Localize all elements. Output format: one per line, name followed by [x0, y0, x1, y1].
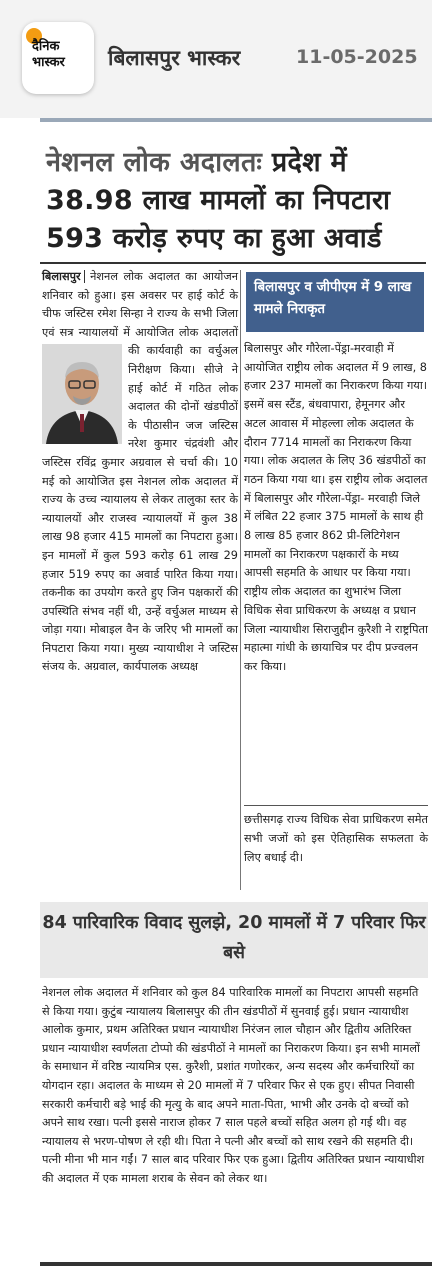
side-story-rule — [244, 805, 428, 806]
sub-headline: 84 पारिवारिक विवाद सुलझे, 20 मामलों में 7 परिवार फिर बसे — [42, 913, 426, 963]
headline-rule — [40, 262, 426, 264]
logo-line-1: दैनिक — [32, 39, 60, 54]
side-story: बिलासपुर और गौरेला-पेंड्रा-मरवाही में आयोजित राष्ट्रीय लोक अदालत में 9 लाख, 8 हजार 237 मामलों का निराकरण किया गया। इसमें बस स्टैंड, बंधवापारा, हेमूनगर और अटल आवास में मोहल्ला लोक अदालत के दौरान 7714 मामलों का निराकरण किया गया। लोक अदालत के लिए 36 खंडपीठों का गठन किया गया था। इस राष्ट्रीय लोक अदालत में बिलासपुर और गौरेला-पेंड्रा- मरवाही जिले में लंबित 22 हजार 375 मामलों के साथ ही 8 लाख 85 हजार 862 प्री-लिटिगेशन मामलों का निराकरण पक्षकारों के मध्य आपसी सहमति के आधार पर किया गया। राष्ट्रीय लोक अदालत का शुभारंभ जिला विधिक सेवा प्राधिकरण के अध्यक्ष व प्रधान जिला न्यायाधीश सिराजुद्दीन कुरैशी ने राष्ट्रपिता महात्मा गांधी के छायाचित्र पर दीप प्रज्वलन कर किया। — [244, 342, 428, 673]
main-story-continuation: छत्तीसगढ़ राज्य विधिक सेवा प्राधिकरण समेत सभी जजों को इस ऐतिहासिक सफलता के लिए बधाई दी। — [244, 813, 428, 864]
column-divider — [240, 270, 241, 890]
person-photo-icon — [42, 344, 122, 444]
judge-photo — [42, 344, 122, 444]
page-bottom-rule — [40, 1262, 432, 1266]
header-divider — [40, 118, 432, 122]
headline-text: प्रदेश में 38.98 लाख मामलों का निपटारा 593 करोड़ रुपए का हुआ अवार्ड — [46, 147, 391, 254]
main-story — [42, 268, 238, 677]
publication-date: 11-05-2025 — [296, 46, 418, 68]
story-text-intro: नेशनल लोक अदालत का आयोजन शनिवार को हुआ। इस अवसर पर हाई कोर्ट के चीफ जस्टिस रमेश सिन्हा ने राज्य के सभी जिला एवं सत्र न्यायालयों में आयोजित लोक अदालतों की — [42, 270, 238, 358]
story-text-body: कार्यवाही का वर्चुअल निरीक्षण किया। सीजे ने हाई कोर्ट में गठित लोक अदालत की दोनों खंडपीठों के पीठासीन जज जस्टिस नरेश कुमार चंद्रवंशी और जस्टिस रविंद्र कुमार अग्रवाल से चर्चा की। 10 मई को आयोजित इस नेशनल लोक अदालत में राज्य के उच्च न्यायालय से लेकर तालुका स्तर के न्यायालयों और राजस्व न्यायालयों में कुल 38 लाख 98 हजार 415 मामलों का निपटारा हुआ। इन मामलों में कुल 593 करोड़ 61 लाख 29 हजार 519 रुपए का अवार्ड पारित किया गया। तकनीक का उपयोग करते हुए जिन पक्षकारों की उपस्थिति संभव नहीं थी, उन्हें वर्चुअल माध्यम से जोड़ा गया। मोबाइल वैन के जरिए भी मामलों का निपटारा किया गया। मुख्य न्यायाधीश ने जस्टिस संजय के. अग्रवाल, कार्यपालक अध्यक्ष — [42, 344, 238, 674]
headline-lead: नेशनल लोक अदालतः — [46, 147, 263, 178]
logo-line-2: भास्कर — [32, 55, 65, 70]
main-headline — [46, 144, 426, 258]
side-story-heading: बिलासपुर व जीपीएम में 9 लाख मामले निराकृत — [246, 272, 424, 332]
publication-name: बिलासपुर भास्कर — [108, 46, 241, 70]
family-court-story: नेशनल लोक अदालत में शनिवार को कुल 84 पारिवारिक मामलों का निपटारा आपसी सहमति से किया गया। कुटुंब न्यायालय बिलासपुर की तीन खंडपीठों में सुनवाई हुई। प्रधान न्यायाधीश आलोक कुमार, प्रथम अतिरिक्त प्रधान न्यायाधीश निरंजन लाल चौहान और द्वितीय अतिरिक्त प्रधान न्यायाधीश स्वर्णलता टोप्पो की खंडपीठों ने मामलों का निराकरण किया। इन सभी मामलों के समाधान में वरिष्ठ न्यायमित्र एस. कुरैशी, प्रशांत गणोरकर, अन्य सदस्य और कर्मचारियों का योगदान रहा। अदालत के माध्यम से 20 मामलों में 7 परिवार फिर से एक हुए। सीपत निवासी सरकारी कर्मचारी बड़े भाई की मृत्यु के बाद अपने माता-पिता, भाभी और उनके दो बच्चों को अपने साथ रखा। पत्नी इससे नाराज होकर 7 साल पहले बच्चों सहित अलग हो गई थी। वह न्यायालय से भरण-पोषण ले रही थी। पिता ने पत्नी और बच्चों को साथ रखने की सहमति दी। पत्नी मीना भी मान गईं। 7 साल बाद परिवार फिर एक हुआ। द्वितीय अतिरिक्त प्रधान न्यायाधीश की अदालत में एक मामला शराब के सेवन को लेकर था। — [42, 986, 425, 1185]
page-header — [0, 0, 432, 118]
newspaper-logo[interactable] — [22, 22, 94, 94]
dateline: बिलासपुर — [42, 270, 85, 283]
